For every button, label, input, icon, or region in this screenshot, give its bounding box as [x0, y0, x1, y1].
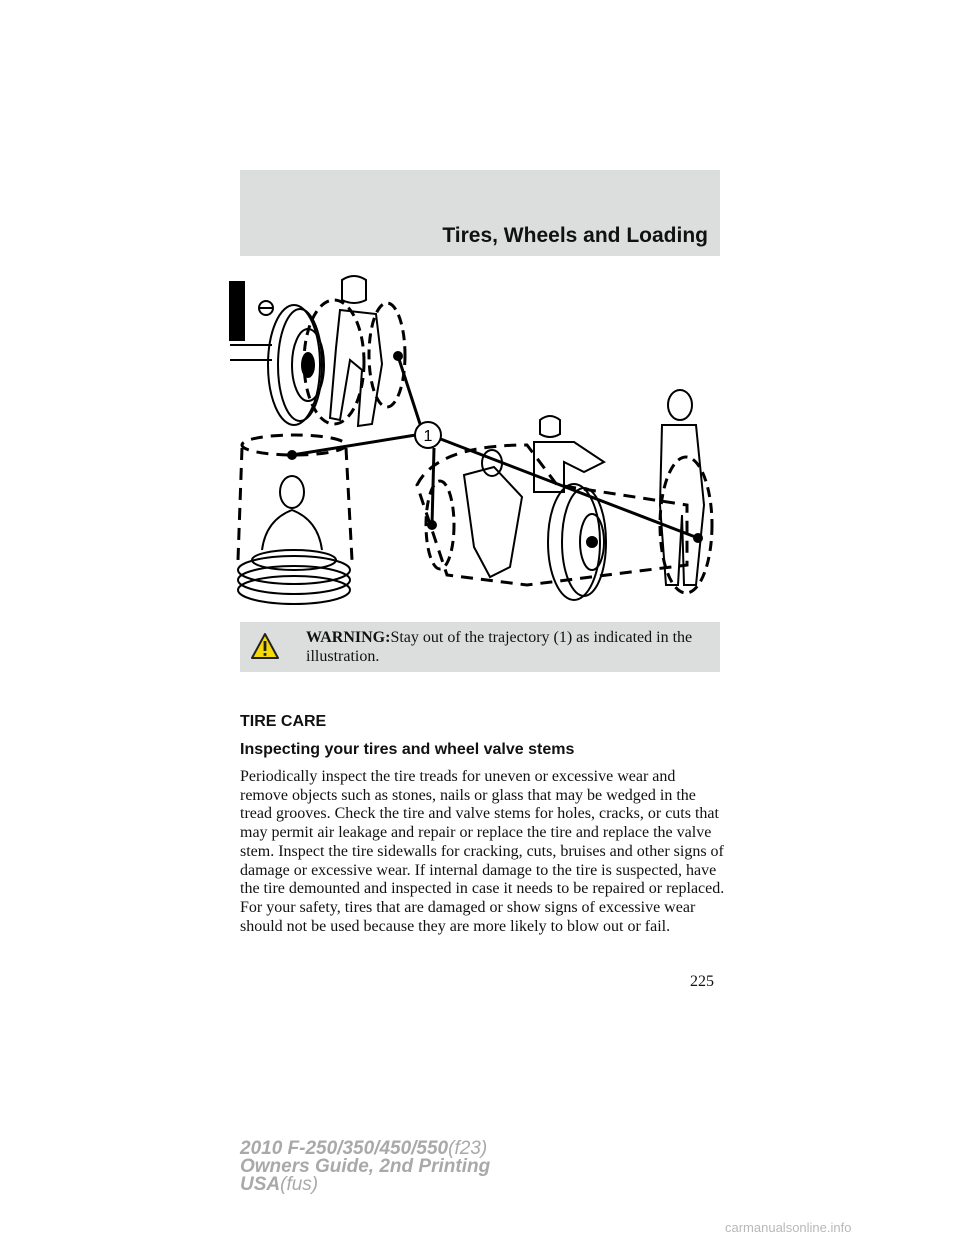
callout-number: 1 [423, 428, 433, 445]
footer-model: 2010 F-250/350/450/550 [240, 1138, 449, 1159]
warning-label: WARNING: [306, 629, 391, 646]
warning-box [240, 622, 720, 672]
crouching-mechanic [464, 467, 522, 577]
footer-market: USA [240, 1174, 281, 1195]
footer-market-code: (fus) [280, 1174, 319, 1195]
truck-grille-icon [230, 282, 244, 340]
subheading-inspecting: Inspecting your tires and wheel valve stems [240, 741, 575, 758]
section-title: Tires, Wheels and Loading [442, 224, 708, 247]
warning-message: Stay out of the trajectory (1) as indicated in the illustration. [306, 629, 693, 665]
page-number: 225 [690, 973, 714, 990]
watermark: carmanualsonline.info [725, 1220, 852, 1235]
heading-tire-care: TIRE CARE [240, 713, 327, 730]
warning-triangle-icon [250, 632, 280, 660]
bystander-figure [660, 425, 704, 585]
warning-text [306, 628, 706, 666]
truck-outline [417, 445, 687, 585]
footer-edition-info [240, 1140, 490, 1194]
body-paragraph: Periodically inspect the tire treads for uneven or excessive wear and remove objects such as stones, nails or glass that may be wedged in the tread grooves. Check the tire and valve stems for holes, cracks, or cuts that may permit air leakage and repair or replace the tire and replace the valve stem. Inspect the tire sidewalls for cracking, cuts, bruises and other signs of damage or excessive wear. If internal damage to the tire is suspected, have the tire demounted and inspected in case it needs to be repaired or replaced. For your safety, tires that are damaged or show signs of excessive wear should not be used because they are more likely to blow out or fail. [240, 768, 725, 935]
bystander-head [668, 390, 692, 420]
footer-printing: Owners Guide, 2nd Printing [240, 1156, 491, 1177]
section-header [240, 170, 720, 256]
person-head [280, 476, 304, 508]
footer-model-code: (f23) [448, 1138, 488, 1159]
standing-mechanic [540, 416, 560, 437]
tire-trajectory-illustration [222, 270, 722, 615]
mechanic-figure [342, 276, 366, 303]
